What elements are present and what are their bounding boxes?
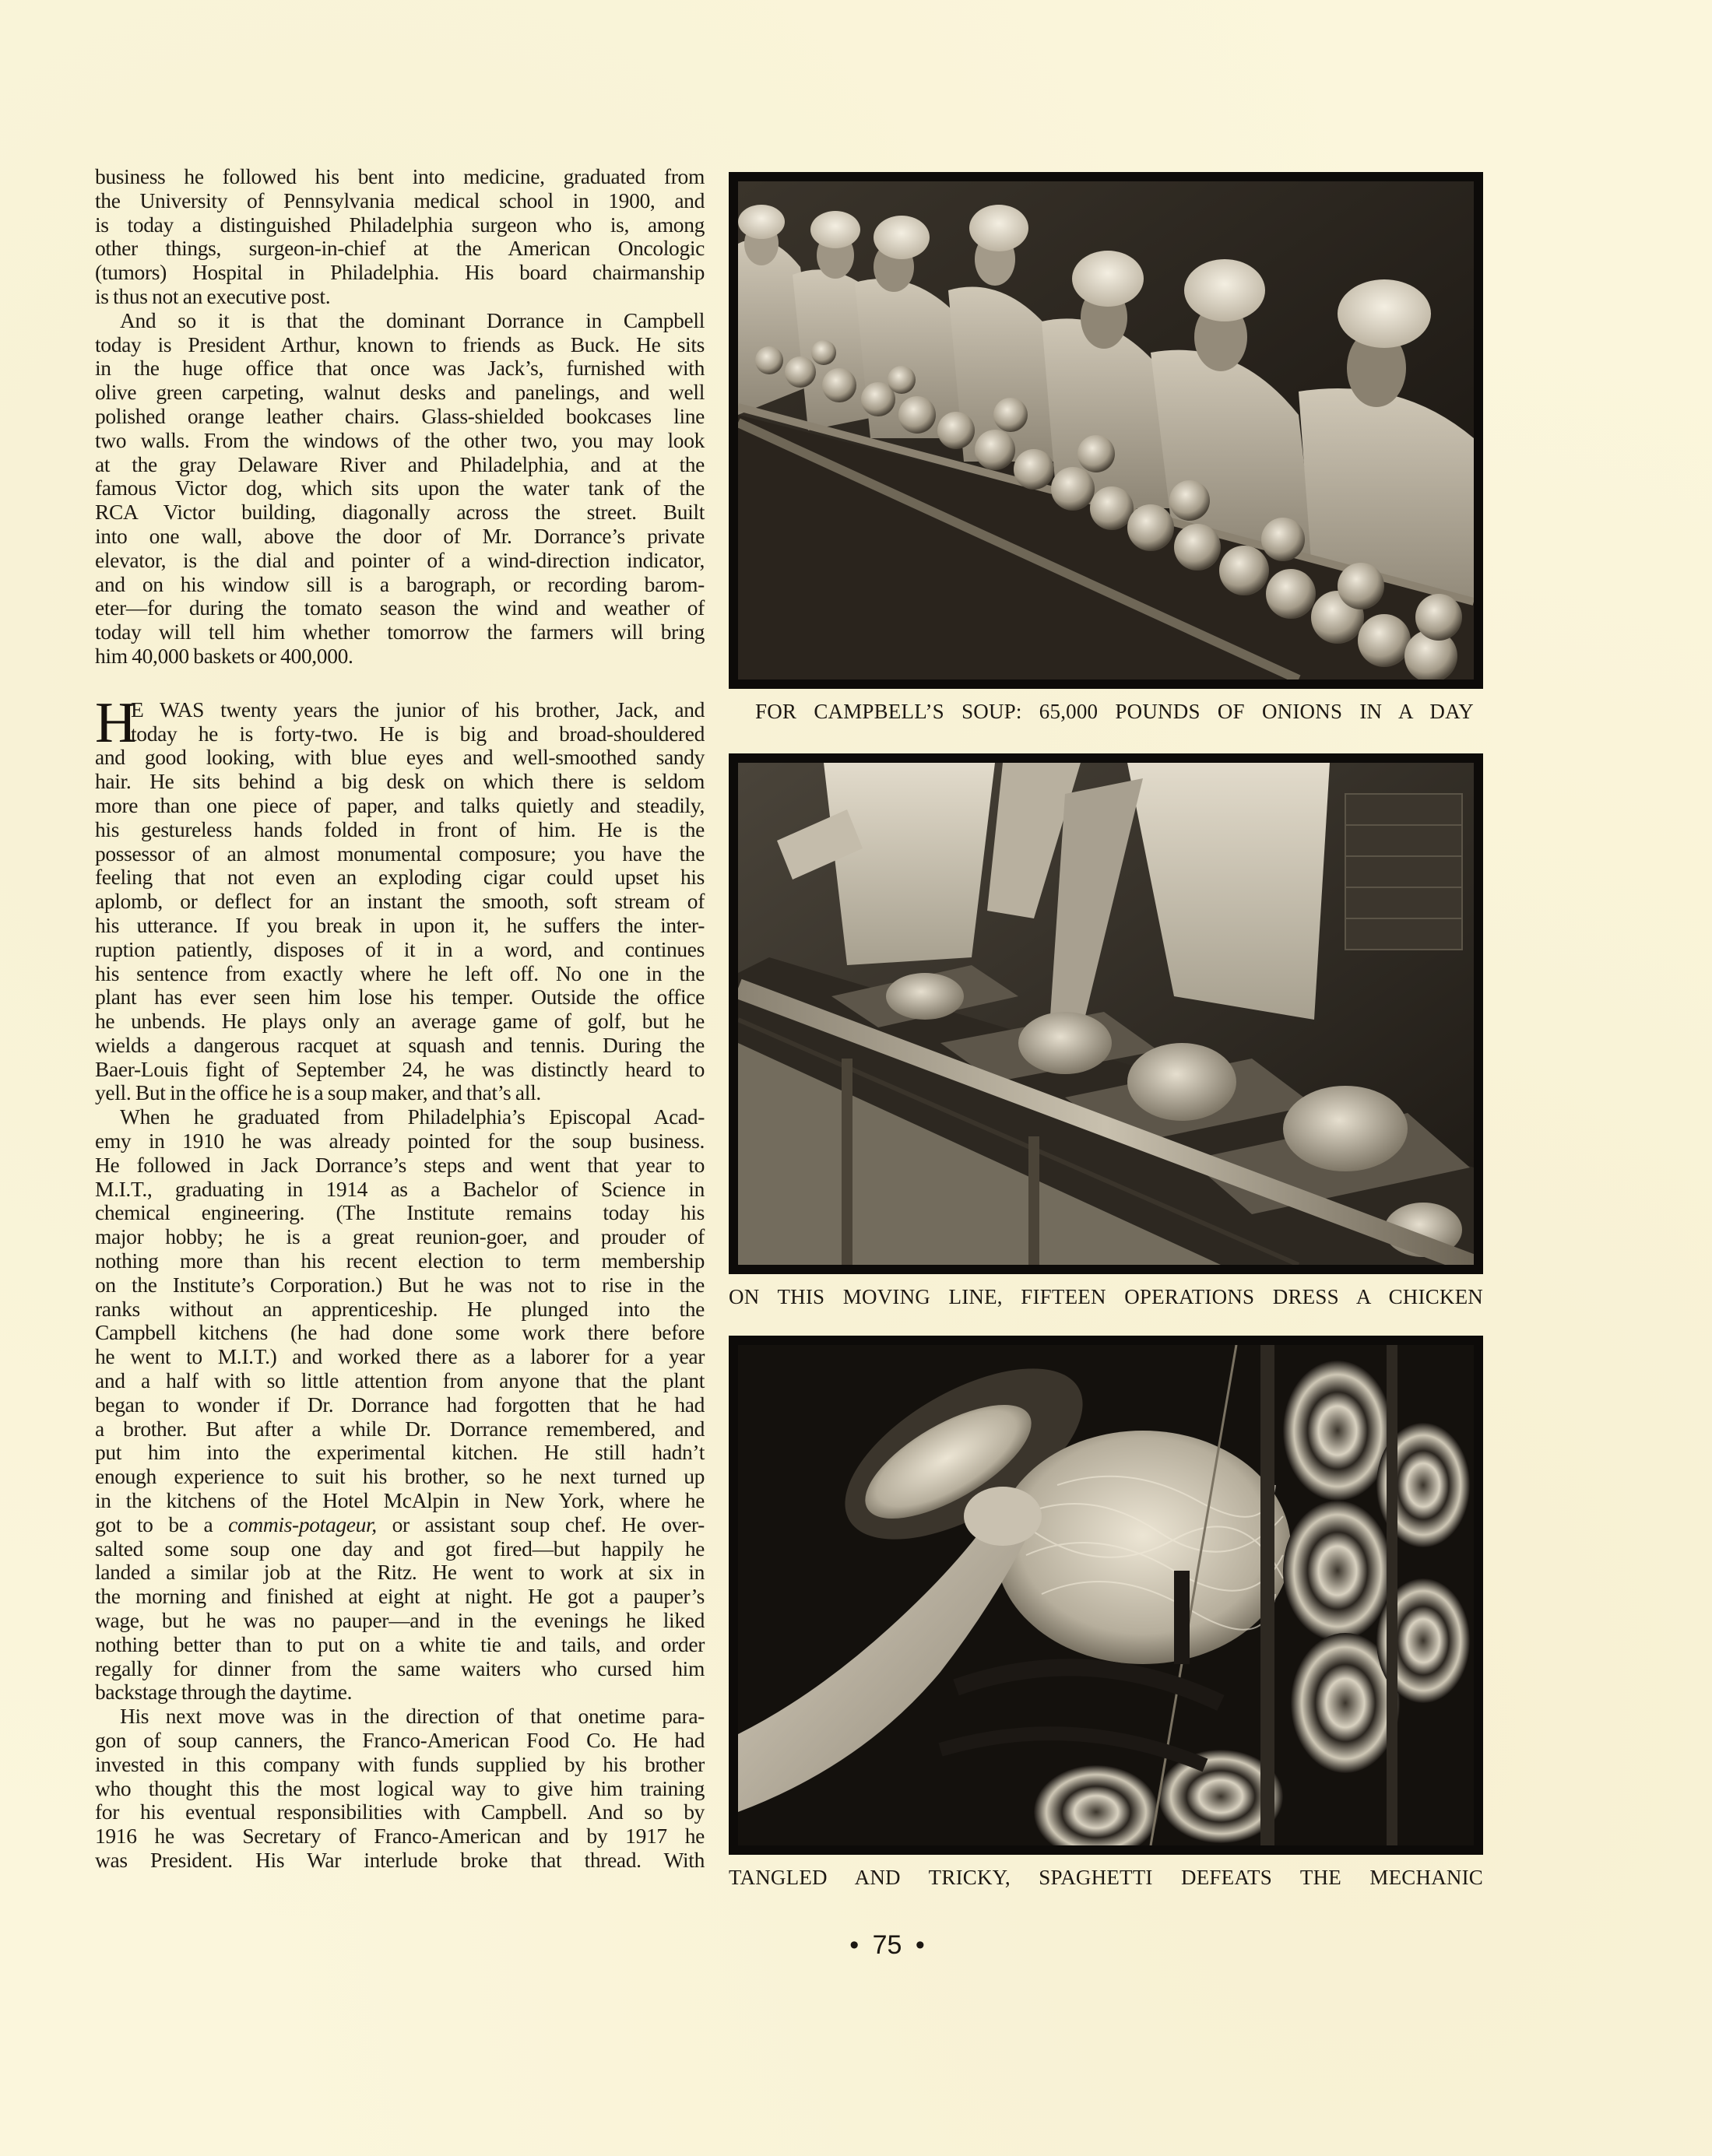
text-line: When he graduated from Philadelphia’s Episcopal Acad-	[120, 1104, 705, 1129]
photo-caption: ON THIS MOVING LINE, FIFTEEN OPERATIONS DRESS A CHICKEN	[729, 1285, 1483, 1308]
figure-onions	[729, 172, 1483, 724]
text-line: nothing better than to put on a white tie and tails, and order	[95, 1631, 705, 1656]
text-line: plant has ever seen him lose his temper. Outside the office	[95, 985, 705, 1010]
text-line: RCA Victor building, diagonally across the street. Built	[95, 500, 705, 525]
text-line: salted some soup one day and got fired—but happily he	[95, 1536, 705, 1561]
text-line: on the Institute’s Corporation.) But he was not to rise in the	[95, 1272, 705, 1297]
text-line: nothing more than his recent election to term membership	[95, 1248, 705, 1273]
text-line: polished orange leather chairs. Glass-shielded bookcases line	[95, 403, 705, 428]
text-line: his sentence from exactly where he left off. No one in the	[95, 960, 705, 985]
paragraph-3	[95, 690, 705, 1106]
text-line: the morning and finished at eight at night. He got a pauper’s	[95, 1584, 705, 1609]
text-line: at the gray Delaware River and Philadelphia, and at the	[95, 451, 705, 476]
paragraph-4	[95, 1105, 705, 1705]
text-line: for his eventual responsibilities with Campbell. And so by	[95, 1800, 705, 1824]
text-line: he unbends. He plays only an average game of golf, but he	[95, 1009, 705, 1034]
text-line: his utterance. If you break in upon it, he suffers the inter-	[95, 912, 705, 937]
text-line: invested in this company with funds supplied by his brother	[95, 1751, 705, 1776]
text-line: he went to M.I.T.) and worked there as a laborer for a year	[95, 1344, 705, 1369]
text-line: today will tell him whether tomorrow the farmers will bring	[95, 620, 705, 644]
figure-spaghetti	[729, 1336, 1483, 1890]
text-line: more than one piece of paper, and talks quietly and steadily,	[95, 792, 705, 817]
photo-frame	[729, 753, 1483, 1274]
text-line: famous Victor dog, which sits upon the water tank of the	[95, 476, 705, 500]
text-line: chemical engineering. (The Institute remains today his	[95, 1200, 705, 1225]
figure-chickens	[729, 753, 1483, 1309]
text-run: got to be a	[95, 1512, 229, 1536]
text-line: and on his window sill is a barograph, or recording barom-	[95, 571, 705, 596]
text-line: enough experience to suit his brother, so he next turned up	[95, 1464, 705, 1489]
text-line: And so it is that the dominant Dorrance in Campbell	[120, 307, 705, 332]
text-line: put him into the experimental kitchen. He still hadn’t	[95, 1440, 705, 1465]
chicken-photo-illustration	[738, 763, 1474, 1265]
text-line: him 40,000 baskets or 400,000.	[95, 643, 353, 668]
text-line: M.I.T., graduating in 1914 as a Bachelor of Science in	[95, 1176, 705, 1201]
text-line: Baer-Louis fight of September 24, he was distinctly heard to	[95, 1056, 705, 1081]
text-line: backstage through the daytime.	[95, 1680, 353, 1705]
text-line: the University of Pennsylvania medical school in 1900, and	[95, 188, 705, 212]
chicken-dressing-line-photo	[738, 763, 1474, 1265]
text-line: ruption patiently, disposes of it in a word, and continues	[95, 936, 705, 961]
text-line: feeling that not even an exploding cigar could upset his	[95, 865, 705, 890]
tile-wall	[1345, 794, 1462, 950]
text-line: a brother. But after a while Dr. Dorrance remembered, and	[95, 1416, 705, 1441]
text-line: other things, surgeon-in-chief at the American Oncologic	[95, 236, 705, 261]
paragraph-1	[95, 165, 705, 309]
text-line: regally for dinner from the same waiters who cursed him	[95, 1656, 705, 1680]
text-line: began to wonder if Dr. Dorrance had forgotten that he had	[95, 1392, 705, 1417]
paragraph-2	[95, 309, 705, 669]
text-line: 1916 he was Secretary of Franco-American and by 1917 he	[95, 1824, 705, 1849]
text-line: His next move was in the direction of that onetime para-	[120, 1704, 705, 1729]
text-line: business he followed his bent into medicine, graduated from	[95, 164, 705, 188]
text-line: emy in 1910 he was already pointed for the soup business.	[95, 1129, 705, 1153]
text-line: wields a dangerous racquet at squash and tennis. During the	[95, 1032, 705, 1057]
section-break	[95, 669, 705, 698]
text-line: who thought this the most logical way to give him training	[95, 1775, 705, 1800]
text-line: his gestureless hands folded in front of him. He is the	[95, 816, 705, 841]
text-line-with-italic	[95, 1513, 705, 1537]
text-line: is today a distinguished Philadelphia surgeon who is, among	[95, 212, 705, 237]
photo-caption: TANGLED AND TRICKY, SPAGHETTI DEFEATS THE MECHANIC	[729, 1866, 1483, 1889]
italic-term: commis-potageur,	[228, 1512, 377, 1536]
text-line: hair. He sits behind a big desk on which there is seldom	[95, 769, 705, 794]
article-text-column	[95, 165, 705, 1873]
photo-frame	[729, 1336, 1483, 1855]
drop-cap: H	[95, 690, 137, 755]
text-line: yell. But in the office he is a soup maker, and that’s all.	[95, 1080, 541, 1105]
text-line: in the kitchens of the Hotel McAlpin in New York, where he	[95, 1488, 705, 1513]
text-line: and good looking, with blue eyes and well-smoothed sandy	[95, 745, 705, 770]
text-line: landed a similar job at the Ritz. He went to work at six in	[95, 1560, 705, 1585]
text-line: gon of soup canners, the Franco-American Food Co. He had	[95, 1728, 705, 1752]
photo-frame	[729, 172, 1483, 689]
text-line: today he is forty-two. He is big and broad-shouldered	[131, 721, 705, 746]
text-line: eter—for during the tomato season the wind and weather of	[95, 595, 705, 620]
page-number-ornament-right: •	[915, 1930, 925, 1960]
spaghetti-canning-photo	[738, 1345, 1474, 1845]
text-line: Campbell kitchens (he had done some work there before	[95, 1320, 705, 1345]
text-run: or assistant soup chef. He over-	[376, 1512, 705, 1536]
text-line: and a half with so little attention from anyone that the plant	[95, 1368, 705, 1393]
page-number	[0, 1930, 1712, 1961]
text-line: elevator, is the dial and pointer of a wind-direction indicator,	[95, 547, 705, 572]
text-line: is thus not an executive post.	[95, 283, 331, 308]
page-number-value: 75	[872, 1930, 902, 1960]
text-line: in the huge office that once was Jack’s, furnished with	[95, 356, 705, 381]
spaghetti-photo-illustration	[738, 1345, 1474, 1845]
page-number-ornament-left: •	[849, 1930, 860, 1960]
text-line: today is President Arthur, known to friends as Buck. He sits	[95, 332, 705, 356]
text-line: was President. His War interlude broke that thread. With	[95, 1847, 705, 1872]
text-line: into one wall, above the door of Mr. Dorrance’s private	[95, 523, 705, 548]
text-line: wage, but he was no pauper—and in the evenings he liked	[95, 1608, 705, 1633]
text-line: major hobby; he is a great reunion-goer, and prouder of	[95, 1224, 705, 1249]
text-line: (tumors) Hospital in Philadelphia. His board chairmanship	[95, 260, 705, 285]
text-line: aplomb, or deflect for an instant the smooth, soft stream of	[95, 889, 705, 914]
paragraph-5	[95, 1705, 705, 1873]
text-line: two walls. From the windows of the other two, you may look	[95, 427, 705, 452]
text-line: ranks without an apprenticeship. He plunged into the	[95, 1296, 705, 1321]
onions-photo-illustration	[738, 181, 1474, 679]
text-line: possessor of an almost monumental composure; you have the	[95, 841, 705, 866]
text-line: E WAS twenty years the junior of his brother, Jack, and	[131, 697, 705, 722]
text-line: olive green carpeting, walnut desks and panelings, and well	[95, 380, 705, 405]
photo-caption: FOR CAMPBELL’S SOUP: 65,000 POUNDS OF ONIONS IN A DAY	[755, 700, 1474, 723]
women-peeling-onions-photo	[738, 181, 1474, 679]
text-line: He followed in Jack Dorrance’s steps and went that year to	[95, 1152, 705, 1177]
